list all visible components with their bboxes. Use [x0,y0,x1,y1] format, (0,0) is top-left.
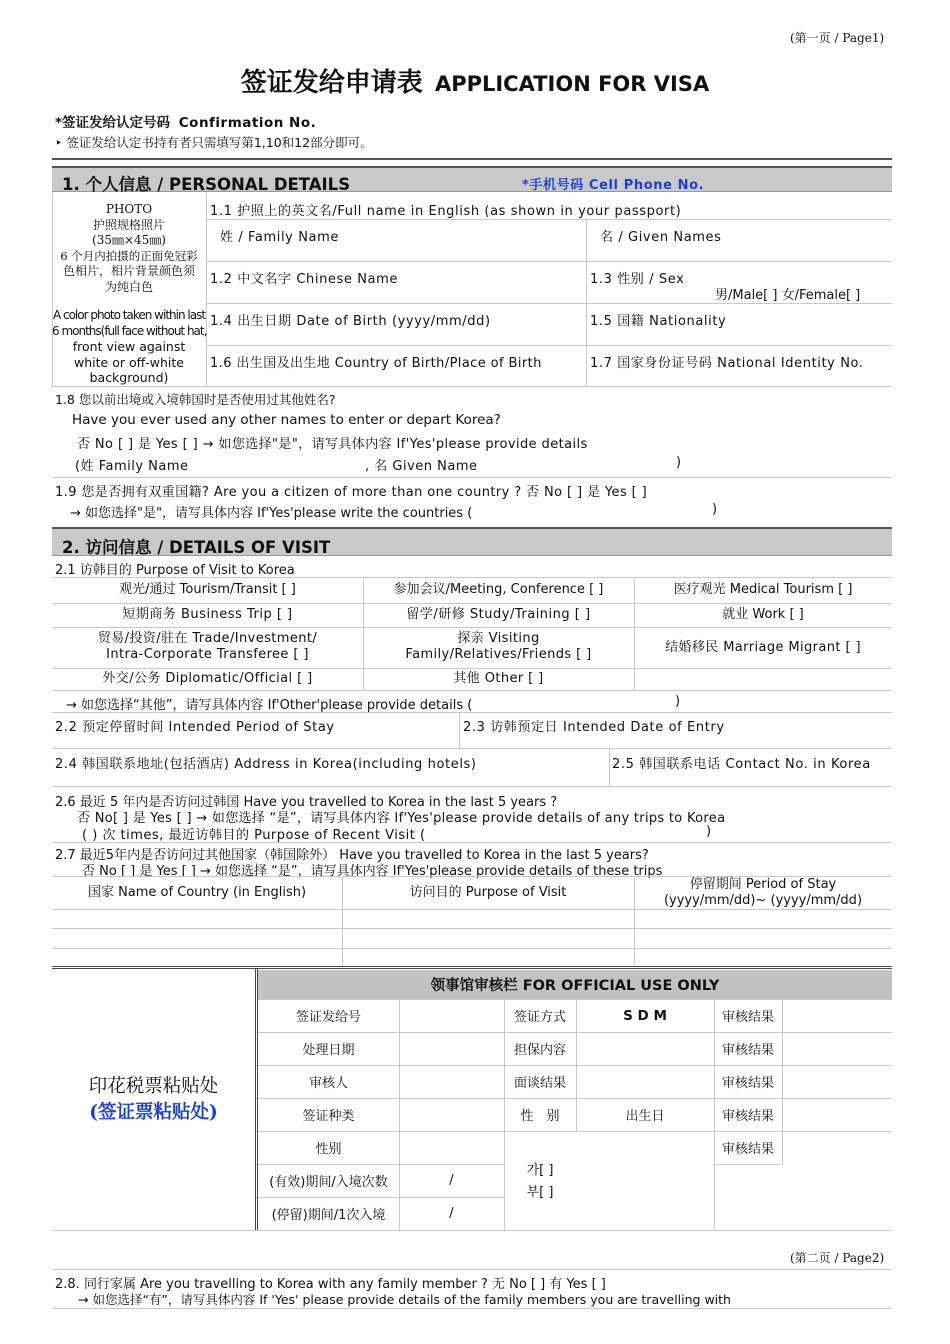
section2-header [52,527,892,556]
purpose-visiting-line: 探亲 Visiting [457,631,540,646]
official-reviewer: 审核人 [308,1076,348,1091]
official-result: 审核结果 [721,1142,774,1157]
intended-period-field[interactable]: 2.2 预定停留时间 Intended Period of Stay [55,720,335,735]
purpose-trade-line: 贸易/投资/驻在 Trade/Investment/ [97,631,318,646]
section2-title: 2. 访问信息 / DETAILS OF VISIT [62,538,331,557]
official-validity: (有效)期间/入境次数 [269,1175,388,1190]
official-approve-option[interactable]: 가[ ] [526,1163,554,1178]
official-slash: / [449,1173,454,1188]
entry-date-field[interactable]: 2.3 访韩预定日 Intended Date of Entry [463,720,725,735]
photo-en-text: A color photo taken within last [52,308,206,322]
purpose-label: 2.1 访韩目的 Purpose of Visit to Korea [55,563,295,578]
official-sex: 性别 [315,1142,342,1157]
photo-label: PHOTO [105,202,153,216]
q26-times[interactable]: ( ) 次 times, 最近访韩目的 Purpose of Recent Visit ( [82,828,426,843]
sex-label: 1.3 性别 / Sex [590,272,685,287]
q18-options[interactable]: 否 No [ ] 是 Yes [ ] → 如您选择"是"，请写具体内容 If'Yes'please provide details [77,437,588,452]
stamp-label-sub: (签证票粘贴处) [89,1102,218,1123]
photo-en-text: white or off-white [74,354,184,370]
other-details[interactable]: → 如您选择“其他”，请写具体内容 If'Other'please provide details ( [66,698,473,713]
official-visa-method: 签证方式 [513,1010,566,1025]
purpose-medical[interactable]: 医疗观光 Medical Tourism [ ] [673,582,853,597]
photo-en-text: background) [89,370,169,385]
birth-country-field[interactable]: 1.6 出生国及出生地 Country of Birth/Place of Birth [210,356,542,371]
q26: 2.6 最近 5 年内是否访问过韩国 Have you travelled to Korea in the last 5 years ? [55,795,558,810]
section1-header [52,166,892,192]
official-result: 审核结果 [721,1109,774,1124]
given-names-field[interactable]: 名 / Given Names [600,230,722,245]
q28[interactable]: 2.8. 同行家属 Are you travelling to Korea with any family member ? 无 No [ ] 有 Yes [ ] [55,1277,606,1292]
photo-text: 为纯白色 [104,279,153,294]
page2-number: (第二页 / Page2) [790,1251,885,1265]
family-name-field[interactable]: 姓 / Family Name [220,230,339,245]
photo-text: 6 个月内拍摄的正面免冠彩 [60,248,198,263]
trips-col-period-line: (yyyy/mm/dd)~ (yyyy/mm/dd) [663,893,863,908]
purpose-other[interactable]: 其他 Other [ ] [453,671,544,686]
official-result: 审核结果 [721,1043,774,1058]
photo-en-text: 6 months(full face without hat, [52,323,207,338]
confirmation-label-cn: *签证发给认定号码 [55,115,171,131]
photo-text: (35㎜×45㎜) [92,233,166,247]
q18-close: ) [676,455,682,470]
purpose-trade-line: Intra-Corporate Transferee [ ] [106,647,309,662]
q26-options[interactable]: 否 No[ ] 是 Yes [ ] → 如您选择 “是”，请写具体内容 If'Yes'please provide details of any trips to Korea [77,811,726,826]
q19-details[interactable]: → 如您选择"是"，请写具体内容 If'Yes'please write the countries ( [70,506,473,521]
official-guarantee: 担保内容 [513,1043,566,1058]
cell-phone-label: *手机号码 Cell Phone No. [522,178,705,193]
official-approval[interactable] [504,1160,576,1204]
title-cn: 签证发给申请表 [240,68,423,98]
stamp-area [52,1074,255,1126]
purpose-marriage[interactable]: 结婚移民 Marriage Migrant [ ] [665,639,861,655]
official-result: 审核结果 [721,1010,774,1025]
official-sdm[interactable]: S D M [623,1007,667,1024]
purpose-study[interactable]: 留学/研修 Study/Training [ ] [406,607,591,622]
photo-en [52,308,206,386]
trips-col-period-line: 停留期间 Period of Stay [689,877,837,892]
chinese-name-field[interactable]: 1.2 中文名字 Chinese Name [210,272,398,287]
photo-text: 护照规格照片 [92,217,165,232]
full-name-label: 1.1 护照上的英文名/Full name in English (as shown in your passport) [210,204,682,219]
official-processing-date: 处理日期 [302,1043,355,1058]
official-result: 审核结果 [721,1076,774,1091]
photo-en-text: front view against [72,339,186,354]
q19-close: ) [712,502,718,517]
q27: 2.7 最近5年内是否访问过其他国家（韩国除外） Have you travelled to Korea in the last 5 years? [55,848,649,863]
confirmation-note: ‣ 签证发给认定书持有者只需填写第1,10和12部分即可。 [55,135,373,150]
sex-checkboxes[interactable]: 男/Male[ ] 女/Female[ ] [715,288,861,303]
page-number: (第一页 / Page1) [790,31,885,45]
purpose-visiting-line: Family/Relatives/Friends [ ] [405,647,592,662]
stamp-label: 印花税票粘贴处 [88,1076,219,1097]
photo-text: 色相片，相片背景颜色须 [62,264,195,278]
purpose-business[interactable]: 短期商务 Business Trip [ ] [122,607,293,622]
address-field[interactable]: 2.4 韩国联系地址(包括酒店) Address in Korea(including hotels) [55,757,477,772]
official-interview: 面谈结果 [513,1076,566,1091]
q18-family-name[interactable]: (姓 Family Name [75,459,189,474]
purpose-tourism[interactable]: 观光/通过 Tourism/Transit [ ] [119,582,296,597]
title-en: APPLICATION FOR VISA [434,72,710,96]
official-visa-number: 签证发给号 [295,1010,361,1025]
official-birth-date: 出生日 [625,1109,665,1124]
q18-given-name[interactable]: , 名 Given Name [365,459,478,474]
q26-close: ) [706,824,712,839]
official-stay-period: (停留)期间/1次入境 [271,1208,386,1223]
page-title [0,62,950,99]
q28-details: → 如您选择“有”，请写具体内容 If 'Yes' please provide details of the family members you are travelling with [78,1292,731,1307]
contact-field[interactable]: 2.5 韩国联系电话 Contact No. in Korea [612,757,871,772]
purpose-meeting[interactable]: 参加会议/Meeting, Conference [ ] [393,582,604,597]
official-visa-type: 签证种类 [302,1109,355,1124]
q18-en: Have you ever used any other names to enter or depart Korea? [72,412,501,428]
q27-options[interactable]: 否 No [ ] 是 Yes [ ] → 如您选择 “是”，请写具体内容 If'Yes'please provide details of these trips [82,864,663,879]
trips-col-period [634,877,892,909]
trips-col-purpose: 访问目的 Purpose of Visit [409,884,567,900]
photo-box[interactable] [52,202,206,295]
confirmation-label [55,111,316,131]
dob-field[interactable]: 1.4 出生日期 Date of Birth (yyyy/mm/dd) [210,314,491,329]
official-slash: / [449,1206,454,1221]
purpose-work[interactable]: 就业 Work [ ] [722,607,804,622]
confirmation-label-en: Confirmation No. [178,115,317,131]
nationality-field[interactable]: 1.5 国籍 Nationality [590,314,727,329]
official-reject-option[interactable]: 부[ ] [526,1185,554,1200]
official-sex2: 性 别 [520,1109,560,1124]
q19[interactable]: 1.9 您是否拥有双重国籍? Are you a citizen of more than one country ? 否 No [ ] 是 Yes [ ] [55,485,648,500]
other-details-close: ) [675,694,681,709]
q18-cn: 1.8 您以前出境或入境韩国时是否使用过其他姓名? [55,392,336,407]
purpose-diplomatic[interactable]: 外交/公务 Diplomatic/Official [ ] [102,671,313,686]
section1-title: 1. 个人信息 / PERSONAL DETAILS [62,175,351,194]
official-use-title: 领事馆审核栏 FOR OFFICIAL USE ONLY [258,970,892,999]
trips-col-country: 国家 Name of Country (in English) [87,884,307,900]
purpose-visiting[interactable] [363,631,634,663]
purpose-trade[interactable] [52,631,363,663]
national-id-field[interactable]: 1.7 国家身份证号码 National Identity No. [590,356,864,371]
